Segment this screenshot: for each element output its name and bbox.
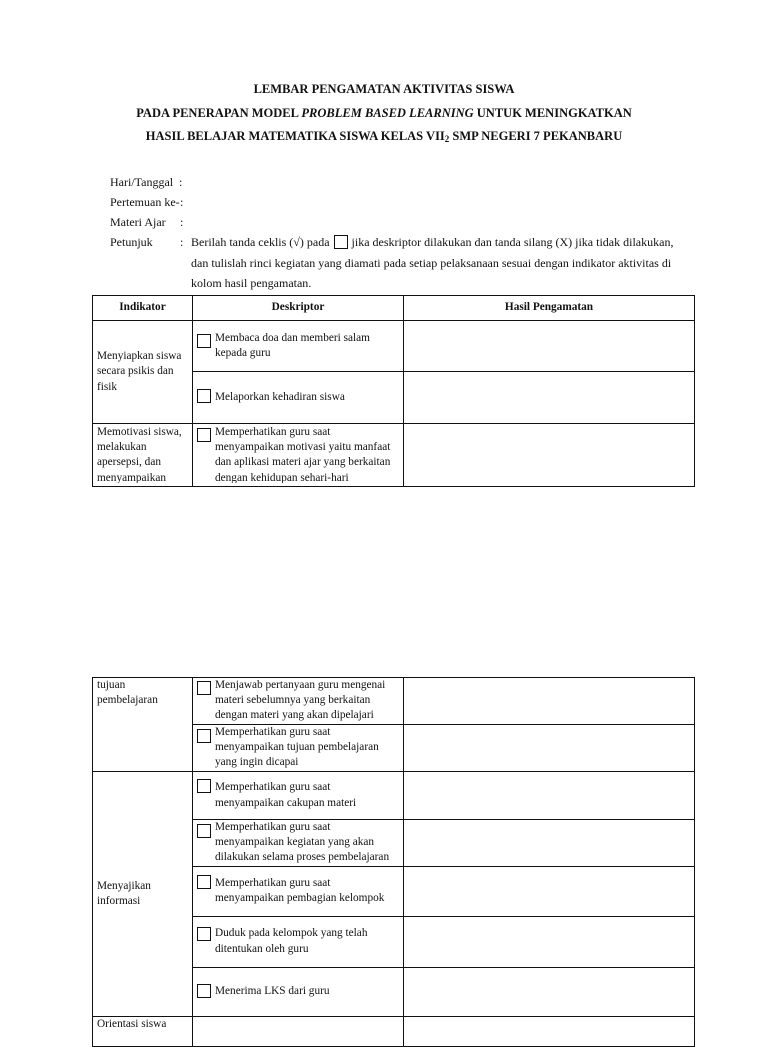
indicator-text: Menyajikan informasi — [97, 879, 151, 907]
descriptor-cell — [193, 678, 404, 725]
result-cell[interactable] — [404, 372, 695, 424]
result-cell[interactable] — [404, 820, 695, 867]
descriptor-text: Duduk pada kelompok yang telah ditentukan oleh guru — [215, 927, 368, 955]
descriptor-text: Melaporkan kehadiran siswa — [215, 390, 345, 403]
indicator-cell — [93, 678, 193, 772]
indicator-text: Orientasi siswa — [97, 1017, 167, 1030]
result-cell[interactable] — [404, 725, 695, 772]
checkbox-icon[interactable] — [197, 779, 211, 793]
table-row — [93, 772, 695, 820]
result-cell[interactable] — [404, 967, 695, 1016]
descriptor-text: Menerima LKS dari guru — [215, 985, 330, 997]
observation-table-page1 — [92, 295, 695, 487]
checkbox-icon[interactable] — [197, 428, 211, 442]
table-row — [93, 1016, 695, 1046]
header-deskriptor: Deskriptor — [193, 296, 404, 321]
checkbox-icon[interactable] — [197, 334, 211, 348]
pertemuan-label: Pertemuan ke- — [110, 195, 180, 209]
checkbox-icon[interactable] — [197, 984, 211, 998]
colon: : — [180, 235, 184, 249]
descriptor-text: Membaca doa dan memberi salam kepada guru — [215, 331, 370, 359]
colon: : — [180, 195, 184, 209]
descriptor-cell — [193, 916, 404, 967]
doc-title-line1: LEMBAR PENGAMATAN AKTIVITAS SISWA — [253, 82, 515, 96]
indicator-cell — [93, 772, 193, 1017]
table-row — [93, 678, 695, 725]
colon: : — [179, 175, 183, 189]
descriptor-text: Memperhatikan guru saat menyampaikan motivasi yaitu manfaat dan aplikasi materi ajar yang berkaitan dengan kehidupan sehari-hari — [215, 426, 391, 483]
checkbox-icon[interactable] — [197, 875, 211, 889]
descriptor-cell — [193, 866, 404, 916]
descriptor-cell — [193, 1016, 404, 1046]
materi-ajar-label: Materi Ajar — [110, 215, 166, 229]
table-row — [93, 424, 695, 487]
colon: : — [180, 215, 184, 229]
result-cell[interactable] — [404, 678, 695, 725]
indicator-cell — [93, 424, 193, 487]
result-cell[interactable] — [404, 1016, 695, 1046]
petunjuk-label: Petunjuk — [110, 235, 153, 249]
descriptor-cell — [193, 967, 404, 1016]
descriptor-cell — [193, 772, 404, 820]
descriptor-text: Memperhatikan guru saat menyampaikan cakupan materi — [215, 781, 357, 809]
doc-title-line2: PADA PENERAPAN MODEL PROBLEM BASED LEARNING UNTUK MENINGKATKAN — [136, 106, 632, 120]
result-cell[interactable] — [404, 772, 695, 820]
descriptor-cell — [193, 321, 404, 372]
descriptor-text: Memperhatikan guru saat menyampaikan pembagian kelompok — [215, 876, 385, 905]
observation-table-page2 — [92, 677, 695, 1047]
indicator-text: Menyiapkan siswa secara psikis dan fisik — [97, 350, 182, 393]
indicator-text: tujuan pembelajaran — [97, 679, 158, 707]
hari-tanggal-label: Hari/Tanggal — [110, 175, 174, 189]
descriptor-text: Memperhatikan guru saat menyampaikan kegiatan yang akan dilakukan selama proses pembelajaran — [215, 821, 390, 864]
indicator-cell — [93, 321, 193, 424]
descriptor-text: Menjawab pertanyaan guru mengenai materi sebelumnya yang berkaitan dengan materi yang akan dipelajari — [215, 679, 386, 722]
indicator-text: Memotivasi siswa, melakukan apersepsi, dan menyampaikan — [97, 426, 182, 483]
header-indikator: Indikator — [93, 296, 193, 321]
result-cell[interactable] — [404, 424, 695, 487]
descriptor-cell — [193, 372, 404, 424]
result-cell[interactable] — [404, 916, 695, 967]
petunjuk-text: Berilah tanda ceklis (√) pada jika deskriptor dilakukan dan tanda silang (X) jika tidak dilakukan, dan tulislah rinci kegiatan yang diamati pada setiap pelaksanaan sesuai dengan indikator aktivitas di kolom hasil pengamatan. — [191, 235, 674, 290]
descriptor-text: Memperhatikan guru saat menyampaikan tujuan pembelajaran yang ingin dicapai — [215, 726, 379, 769]
table-header-row — [93, 296, 695, 321]
result-cell[interactable] — [404, 866, 695, 916]
result-cell[interactable] — [404, 321, 695, 372]
descriptor-cell — [193, 424, 404, 487]
table-row — [93, 321, 695, 372]
checkbox-sample-icon — [334, 235, 348, 249]
descriptor-cell — [193, 725, 404, 772]
checkbox-icon[interactable] — [197, 927, 211, 941]
checkbox-icon[interactable] — [197, 681, 211, 695]
checkbox-icon[interactable] — [197, 824, 211, 838]
checkbox-icon[interactable] — [197, 389, 211, 403]
indicator-cell — [93, 1016, 193, 1046]
checkbox-icon[interactable] — [197, 729, 211, 743]
doc-title-line3: HASIL BELAJAR MATEMATIKA SISWA KELAS $VII_2$ SMP NEGERI 7 PEKANBARU — [145, 129, 623, 144]
header-hasil-pengamatan: Hasil Pengamatan — [404, 296, 695, 321]
descriptor-cell — [193, 820, 404, 867]
